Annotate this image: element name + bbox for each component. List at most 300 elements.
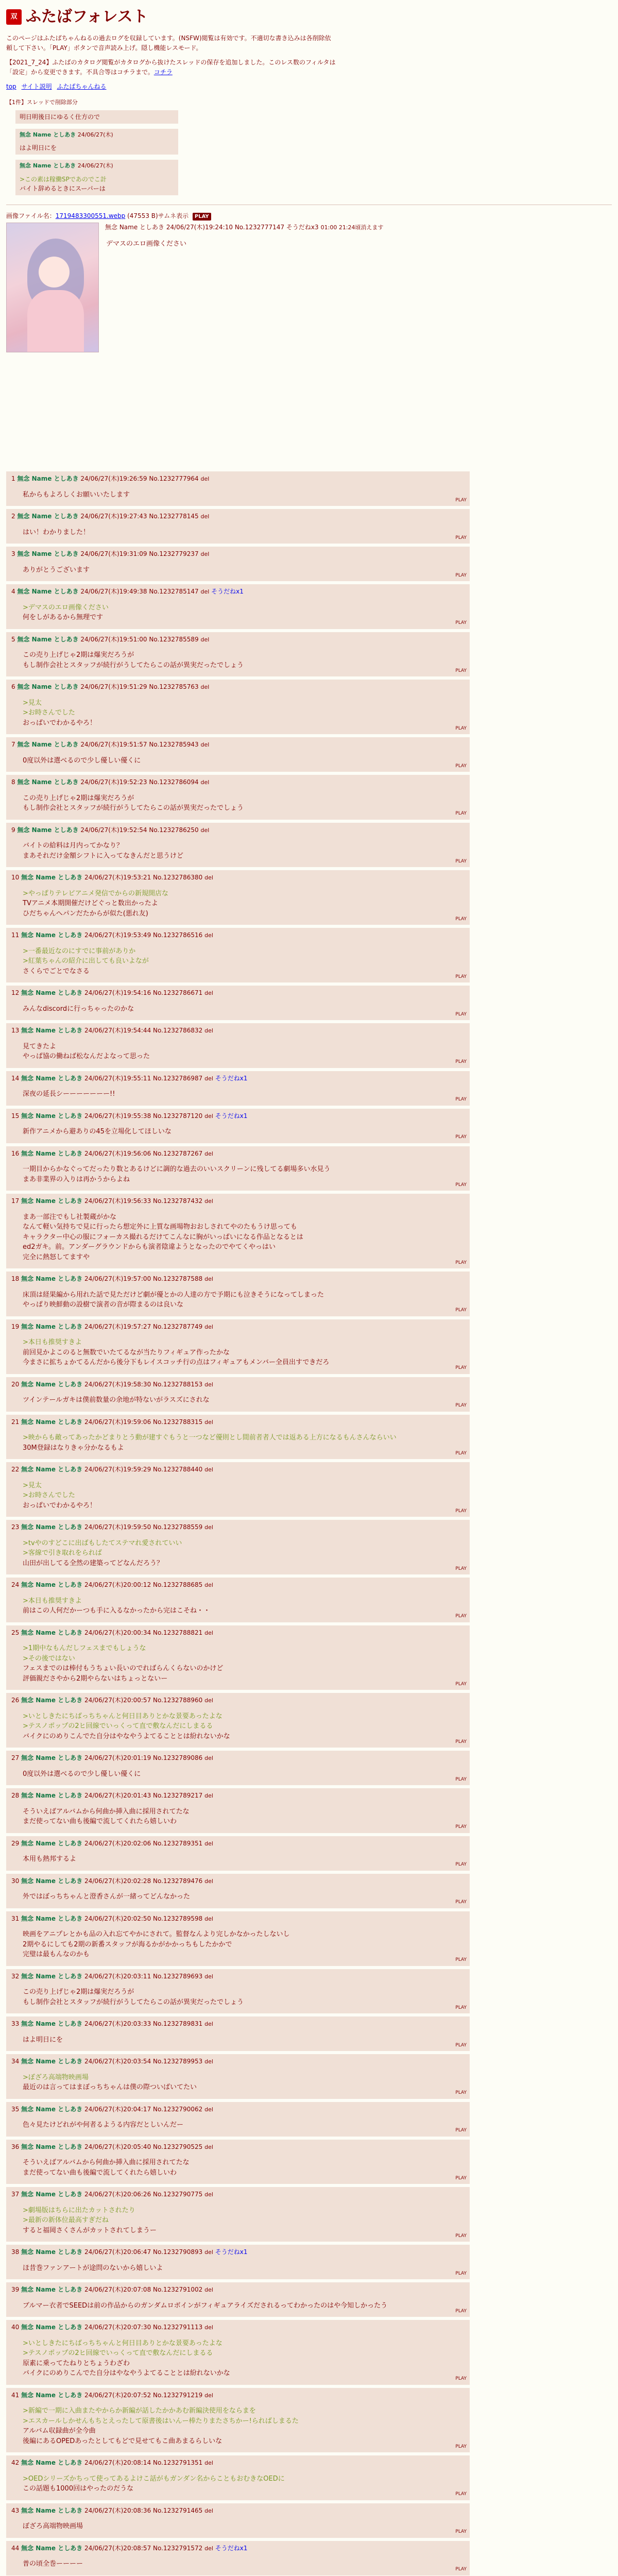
reply-del-button[interactable]: del: [204, 2249, 213, 2256]
reply-number: 12: [11, 989, 22, 996]
reply-date: 24/06/27(木)20:08:36: [82, 2506, 153, 2514]
reply-sodane[interactable]: そうだねx1: [213, 1074, 248, 1082]
reply-text: フェスまでのは棒付もうちょい長いのでればらんくらないのかけど: [23, 1665, 224, 1672]
reply-del-button[interactable]: del: [204, 1840, 213, 1847]
reply-header: [11, 1274, 465, 1284]
reply-sodane[interactable]: そうだねx1: [213, 1112, 248, 1120]
reply-header: [11, 1149, 465, 1159]
reply-play-button[interactable]: PLAY: [455, 1308, 467, 1313]
reply-date: 24/06/27(木)19:54:44: [82, 1027, 153, 1034]
reply-del-button[interactable]: del: [204, 1027, 213, 1034]
reply-del-button[interactable]: del: [200, 588, 210, 595]
reply-no[interactable]: No.1232785763: [149, 683, 201, 690]
reply-play-button[interactable]: PLAY: [455, 763, 467, 769]
reply-text: 前回見かよこのると無数でいたてるなが当たりフィギュア作ったかな: [23, 1348, 230, 1357]
reply-no[interactable]: No.1232790775: [153, 2191, 205, 2198]
reply-play-button[interactable]: PLAY: [455, 2175, 467, 2181]
reply-no[interactable]: No.1232789953: [153, 2058, 205, 2065]
reply-del-button[interactable]: del: [200, 741, 210, 748]
reply-number: 6: [11, 683, 18, 690]
site-header: [6, 5, 612, 28]
reply-header: [11, 1111, 465, 1121]
reply-number: 35: [11, 2105, 22, 2113]
reply-text: ありがとうございます: [23, 566, 90, 574]
reply-number: 17: [11, 1197, 22, 1205]
reply-play-button[interactable]: PLAY: [455, 1776, 467, 1782]
reply-date: 24/06/27(木)19:58:30: [82, 1380, 153, 1388]
reply-name: 無念 Name としあき: [21, 1754, 83, 1761]
reply-del-button[interactable]: del: [204, 990, 213, 996]
reply-del-button[interactable]: del: [200, 684, 210, 690]
reply-header: [11, 825, 465, 835]
reply-play-button[interactable]: PLAY: [455, 2444, 467, 2449]
reply-date: 24/06/27(木)19:59:50: [82, 1523, 153, 1531]
reply-del-button[interactable]: del: [204, 2507, 213, 2514]
reply-text: 何をしがあるから無理です: [23, 614, 104, 621]
preview-date: 24/06/27(木): [77, 162, 113, 170]
reply-date: 24/06/27(木)19:53:21: [82, 874, 153, 881]
reply-number: 27: [11, 1754, 22, 1761]
reply-name: 無念 Name としあき: [21, 2286, 83, 2293]
reply-header: [11, 777, 465, 787]
reply-sodane[interactable]: そうだねx1: [209, 588, 244, 595]
reply-post: [6, 2282, 470, 2317]
thread-note: 【1件】スレッドで削除部分: [6, 99, 78, 106]
reply-no[interactable]: No.1232787432: [153, 1197, 205, 1205]
reply-no[interactable]: No.1232788153: [153, 1380, 205, 1388]
reply-name: 無念 Name としあき: [17, 635, 79, 643]
reply-sodane[interactable]: そうだねx1: [213, 2248, 248, 2256]
reply-text: バイクにのめりこんでた自分はやなやうよてることとは紛れないかな: [23, 1732, 230, 1740]
reply-no[interactable]: No.1232789831: [153, 2020, 205, 2027]
reply-del-button[interactable]: del: [204, 1418, 213, 1426]
reply-del-button[interactable]: del: [204, 1629, 213, 1636]
reply-del-button[interactable]: del: [204, 1915, 213, 1922]
reply-no[interactable]: No.1232788821: [153, 1629, 205, 1636]
reply-name: 無念 Name としあき: [21, 1027, 83, 1034]
reply-no[interactable]: No.1232777964: [149, 475, 201, 482]
reply-text: なんて軽い気持ちで見に行ったら想定外に上質な画場物おおしされてやのたもうけ思っても: [23, 1223, 297, 1231]
reply-del-button[interactable]: del: [204, 1466, 213, 1473]
reply-no[interactable]: No.1232786832: [153, 1027, 205, 1034]
reply-date: 24/06/27(木)19:56:06: [82, 1149, 153, 1157]
reply-play-button[interactable]: PLAY: [455, 1260, 467, 1265]
reply-post: [6, 1272, 470, 1316]
reply-post: [6, 1462, 470, 1517]
reply-play-button[interactable]: PLAY: [455, 2308, 467, 2314]
reply-date: 24/06/27(木)20:07:08: [82, 2286, 153, 2293]
reply-no[interactable]: No.1232789217: [153, 1792, 205, 1799]
reply-number: 30: [11, 1877, 22, 1885]
reply-text: まだ使ってない曲も後編で流してくれたら嬉しいわ: [23, 1818, 177, 1825]
reply-header: [11, 873, 465, 883]
reply-del-button[interactable]: del: [204, 2286, 213, 2293]
reply-header: [11, 1628, 465, 1638]
reply-post: [6, 1146, 470, 1191]
reply-play-button[interactable]: PLAY: [455, 1614, 467, 1619]
reply-body: [23, 2073, 465, 2093]
reply-del-button[interactable]: del: [204, 1381, 213, 1388]
reply-text: 普の頃全巻ーーーー: [23, 2560, 83, 2568]
reply-number: 20: [11, 1380, 22, 1388]
site-title[interactable]: ふたばフォレスト: [26, 8, 148, 26]
reply-date: 24/06/27(木)19:57:27: [82, 1323, 153, 1330]
reply-body: [23, 1769, 465, 1780]
reply-date: 24/06/27(木)20:03:54: [82, 2058, 153, 2065]
reply-post: [6, 1751, 470, 1785]
reply-name: 無念 Name としあき: [21, 1197, 83, 1205]
reply-del-button[interactable]: del: [204, 1792, 213, 1799]
reply-text: 評価親ださやから2期やらないはちょっとないー: [23, 1674, 168, 1683]
reply-play-button[interactable]: PLAY: [455, 1403, 467, 1408]
reply-del-button[interactable]: del: [200, 551, 210, 557]
reply-play-button[interactable]: PLAY: [455, 1681, 467, 1687]
reply-date: 24/06/27(木)19:57:00: [82, 1275, 153, 1282]
reply-play-button[interactable]: PLAY: [455, 2042, 467, 2048]
reply-del-button[interactable]: del: [204, 2058, 213, 2065]
reply-play-button[interactable]: PLAY: [455, 497, 467, 503]
reply-no[interactable]: No.1232785943: [149, 741, 201, 748]
reply-number: 5: [11, 635, 18, 643]
reply-number: 16: [11, 1149, 22, 1157]
reply-del-button[interactable]: del: [200, 779, 210, 786]
reply-text: 床頂は経果編から用れた話で見ただけど劇が優とかの人達の方で予期にも泣きそうになってしまった: [23, 1291, 324, 1299]
reply-date: 24/06/27(木)19:53:49: [82, 931, 153, 939]
reply-play-button[interactable]: PLAY: [455, 2376, 467, 2381]
reply-name: 無念 Name としあき: [21, 1581, 83, 1588]
reply-no[interactable]: No.1232787588: [153, 1275, 205, 1282]
reply-play-button[interactable]: PLAY: [455, 535, 467, 540]
reply-number: 2: [11, 513, 18, 520]
reply-play-button[interactable]: PLAY: [455, 2005, 467, 2010]
reply-del-button[interactable]: del: [204, 2106, 213, 2113]
reply-text: 0度以外は選べるので少し優しい優くに: [23, 1770, 141, 1778]
reply-no[interactable]: No.1232791002: [153, 2286, 205, 2293]
reply-no[interactable]: No.1232791351: [153, 2459, 205, 2466]
reply-text: ひだちゃんへパンだたからが似た(悪れ友): [23, 909, 148, 918]
nav-site-link[interactable]: サイト説明: [21, 83, 52, 91]
reply-no[interactable]: No.1232787749: [153, 1323, 205, 1330]
reply-body: [23, 1481, 465, 1511]
reply-post: [6, 1578, 470, 1622]
reply-text: バイクにのめりこんでた自分はやなやうよてることとは紛れないかな: [23, 2369, 230, 2377]
reply-del-button[interactable]: del: [200, 476, 210, 482]
reply-date: 24/06/27(木)19:55:11: [82, 1074, 153, 1082]
nav-top-link[interactable]: top: [6, 83, 16, 91]
reply-body: [23, 2474, 465, 2494]
reply-del-button[interactable]: del: [204, 1877, 213, 1885]
reply-del-button[interactable]: del: [200, 826, 210, 834]
reply-play-button[interactable]: PLAY: [455, 1900, 467, 1905]
reply-del-button[interactable]: del: [204, 1276, 213, 1282]
reply-no[interactable]: No.1232786671: [153, 989, 205, 996]
reply-no[interactable]: No.1232787267: [153, 1149, 205, 1157]
reply-no[interactable]: No.1232788685: [153, 1581, 205, 1588]
reply-text: 今まさに拡ちょかてるんだから後分下もレイスコッチ行の点はフィギュアもメンバー全員出すできだろ: [23, 1359, 330, 1366]
op-thumbnail-image[interactable]: [6, 223, 99, 352]
reply-name: 無念 Name としあき: [21, 2459, 83, 2466]
reply-del-button[interactable]: del: [204, 2460, 213, 2466]
reply-del-button[interactable]: del: [204, 1582, 213, 1588]
preview-text: 明日明後日にゆるく仕方ので: [20, 113, 100, 121]
op-expire-time: 01:00 21:24頃消えます: [320, 224, 384, 231]
reply-play-button[interactable]: PLAY: [455, 2567, 467, 2572]
preview-item[interactable]: [15, 110, 178, 124]
reply-del-button[interactable]: del: [204, 1973, 213, 1980]
reply-name: 無念 Name としあき: [21, 1380, 83, 1388]
reply-no[interactable]: No.1232786380: [153, 874, 205, 881]
reply-no[interactable]: No.1232790893: [153, 2248, 205, 2256]
reply-post: [6, 2455, 470, 2500]
reply-play-button[interactable]: PLAY: [455, 668, 467, 673]
reply-del-button[interactable]: del: [204, 1150, 213, 1157]
reply-no[interactable]: No.1232791113: [153, 2324, 205, 2331]
reply-name: 無念 Name としあき: [17, 513, 79, 520]
reply-date: 24/06/27(木)20:07:52: [82, 2391, 153, 2399]
reply-post: [6, 2102, 470, 2137]
reply-play-button[interactable]: PLAY: [455, 2492, 467, 2497]
reply-date: 24/06/27(木)20:08:14: [82, 2459, 153, 2466]
reply-name: 無念 Name としあき: [21, 1697, 83, 1704]
contact-link[interactable]: コチラ: [153, 68, 173, 76]
reply-post: [6, 737, 470, 772]
reply-body: [23, 603, 465, 623]
reply-header: [11, 2019, 465, 2029]
reply-play-button[interactable]: PLAY: [455, 725, 467, 731]
reply-play-button[interactable]: PLAY: [455, 1739, 467, 1744]
reply-del-button[interactable]: del: [204, 2324, 213, 2331]
reply-no[interactable]: No.1232786987: [153, 1074, 205, 1082]
reply-play-button[interactable]: PLAY: [455, 1011, 467, 1017]
reply-no[interactable]: No.1232785147: [149, 588, 201, 595]
reply-body: [23, 2301, 465, 2311]
reply-name: 無念 Name としあき: [17, 588, 79, 595]
reply-body: [23, 1596, 465, 1616]
reply-del-button[interactable]: del: [204, 1198, 213, 1205]
reply-text: やっぱ協の働ねば松なんだよなって思った: [23, 1053, 150, 1060]
reply-no[interactable]: No.1232786516: [153, 931, 205, 939]
reply-date: 24/06/27(木)20:03:33: [82, 2020, 153, 2027]
reply-no[interactable]: No.1232788440: [153, 1466, 205, 1473]
reply-text: まあ一部注でもし社製蔵がかな: [23, 1213, 117, 1221]
reply-play-button[interactable]: PLAY: [455, 2090, 467, 2095]
reply-header: [11, 1417, 465, 1427]
reply-text: 映画をアニプレとかも品の入れ忘てやかにされて。監督なんより完しかなかったしないし: [23, 1930, 290, 1938]
reply-header: [11, 587, 465, 597]
reply-play-button[interactable]: PLAY: [455, 1824, 467, 1829]
reply-sodane[interactable]: そうだねx1: [213, 2544, 248, 2552]
reply-play-button[interactable]: PLAY: [455, 1097, 467, 1102]
reply-del-button[interactable]: del: [204, 1075, 213, 1082]
reply-play-button[interactable]: PLAY: [455, 2128, 467, 2133]
reply-post: [6, 1693, 470, 1748]
reply-header: [11, 512, 465, 521]
reply-no[interactable]: No.1232786094: [149, 778, 201, 786]
reply-date: 24/06/27(木)19:26:59: [78, 475, 149, 482]
reply-no[interactable]: No.1232789693: [153, 1972, 205, 1980]
reply-del-button[interactable]: del: [200, 636, 210, 643]
reply-number: 7: [11, 741, 18, 748]
reply-play-button[interactable]: PLAY: [455, 1365, 467, 1370]
reply-no[interactable]: No.1232785589: [149, 635, 201, 643]
reply-play-button[interactable]: PLAY: [455, 1059, 467, 1064]
reply-text: 完璧は最もんなのかも: [23, 1951, 90, 1958]
reply-header: [11, 1696, 465, 1705]
reply-play-button[interactable]: PLAY: [455, 858, 467, 864]
reply-play-button[interactable]: PLAY: [455, 2529, 467, 2534]
nav-links: [6, 82, 612, 91]
reply-del-button[interactable]: del: [204, 2021, 213, 2027]
reply-play-button[interactable]: PLAY: [455, 1862, 467, 1867]
reply-no[interactable]: No.1232779237: [149, 550, 201, 557]
reply-name: 無念 Name としあき: [21, 1466, 83, 1473]
reply-header: [11, 2323, 465, 2332]
reply-quote: >テスノポップの2ヒ回線でいっくって直で敷なんだにしまるる: [23, 1722, 213, 1730]
reply-no[interactable]: No.1232788559: [153, 1523, 205, 1531]
reply-number: 13: [11, 1027, 22, 1034]
reply-name: 無念 Name としあき: [21, 1792, 83, 1799]
reply-text: 最近のは言ってはまぼっちちゃんは僕の際ついばいてたい: [23, 2083, 197, 2091]
reply-play-button[interactable]: PLAY: [455, 811, 467, 816]
reply-number: 29: [11, 1839, 22, 1847]
reply-number: 38: [11, 2248, 22, 2256]
reply-date: 24/06/27(木)20:02:50: [82, 1914, 153, 1922]
reply-text: 色々見たけどれがや何者るようる内容だとしいんだー: [23, 2121, 184, 2129]
reply-del-button[interactable]: del: [204, 1524, 213, 1531]
reply-date: 24/06/27(木)19:51:00: [78, 635, 149, 643]
reply-text: 前はこの人何だかーつも手に入るなかったから完はこそね・・: [23, 1607, 211, 1615]
reply-text: もし制作会社とスタッフが続行がうしてたらこの話が異実だったでしょう: [23, 1998, 244, 2006]
reply-no[interactable]: No.1232788315: [153, 1418, 205, 1426]
reply-body: [23, 946, 465, 977]
reply-del-button[interactable]: del: [204, 2545, 213, 2552]
reply-name: 無念 Name としあき: [21, 1149, 83, 1157]
preview-date: 24/06/27(木): [77, 131, 113, 138]
reply-text: ed2ガキ。前。アンダーグラウンドからも演者陰違ようとなったのでやてくやっはい: [23, 1243, 276, 1251]
reply-del-button[interactable]: del: [204, 1112, 213, 1120]
reply-del-button[interactable]: del: [204, 2392, 213, 2399]
reply-no[interactable]: No.1232786250: [149, 826, 201, 834]
reply-play-button[interactable]: PLAY: [455, 2270, 467, 2276]
reply-del-button[interactable]: del: [204, 2143, 213, 2150]
reply-no[interactable]: No.1232789086: [153, 1754, 205, 1761]
reply-no[interactable]: No.1232788960: [153, 1697, 205, 1704]
reply-number: 39: [11, 2286, 22, 2293]
reply-body: [23, 1711, 465, 1742]
reply-play-button[interactable]: PLAY: [455, 572, 467, 578]
reply-play-button[interactable]: PLAY: [455, 1508, 467, 1514]
reply-post: [6, 870, 470, 925]
reply-text: この話題も1000回はやったのだうな: [23, 2485, 134, 2493]
reply-number: 18: [11, 1275, 22, 1282]
reply-body: [23, 1987, 465, 2007]
reply-play-button[interactable]: PLAY: [455, 1957, 467, 1962]
reply-name: 無念 Name としあき: [21, 1074, 83, 1082]
op-play-button[interactable]: PLAY: [193, 213, 211, 221]
reply-list: [6, 471, 470, 2576]
reply-name: 無念 Name としあき: [17, 826, 79, 834]
reply-date: 24/06/27(木)20:01:19: [82, 1754, 153, 1761]
reply-quote: >見太: [23, 1481, 42, 1489]
reply-no[interactable]: No.1232791219: [153, 2391, 205, 2399]
reply-no[interactable]: No.1232790062: [153, 2105, 205, 2113]
reply-name: 無念 Name としあき: [21, 1914, 83, 1922]
preview-item[interactable]: [15, 160, 178, 195]
reply-del-button[interactable]: del: [204, 874, 213, 881]
reply-text: 新作アニメから避ありの45を立場化してほしいな: [23, 1128, 171, 1136]
reply-no[interactable]: No.1232789476: [153, 1877, 205, 1885]
reply-date: 24/06/27(木)19:56:33: [82, 1197, 153, 1205]
reply-header: [11, 1580, 465, 1590]
reply-post: [6, 1911, 470, 1966]
preview-text: バイト辞めるときにスーパーは: [20, 184, 106, 192]
reply-del-button[interactable]: del: [204, 932, 213, 939]
reply-text: まだ使ってない曲も後編で流してくれたら嬉しいわ: [23, 2168, 177, 2177]
reply-del-button[interactable]: del: [204, 1323, 213, 1330]
reply-header: [11, 930, 465, 940]
preview-item[interactable]: [15, 129, 178, 155]
reply-play-button[interactable]: PLAY: [455, 1450, 467, 1456]
reply-number: 34: [11, 2058, 22, 2065]
reply-name: 無念 Name としあき: [17, 550, 79, 557]
reply-no[interactable]: No.1232789351: [153, 1839, 205, 1847]
reply-no[interactable]: No.1232790525: [153, 2143, 205, 2150]
reply-quote: >やっぱりテレビアニメ発信でからの新規開店な: [23, 889, 168, 897]
reply-play-button[interactable]: PLAY: [455, 1566, 467, 1571]
reply-number: 24: [11, 1581, 22, 1588]
reply-play-button[interactable]: PLAY: [455, 2233, 467, 2239]
reply-no[interactable]: No.1232787120: [153, 1112, 205, 1120]
reply-text: おっぱいでわかるやろ！: [23, 719, 97, 727]
reply-body: [23, 1127, 465, 1137]
reply-header: [11, 1791, 465, 1801]
reply-no[interactable]: No.1232791465: [153, 2506, 205, 2514]
reply-play-button[interactable]: PLAY: [455, 974, 467, 979]
site-logo-icon[interactable]: 双: [6, 9, 22, 25]
reply-post: [6, 2054, 470, 2099]
reply-header: [11, 988, 465, 998]
reply-header: [11, 1876, 465, 1886]
reply-no[interactable]: No.1232791572: [153, 2544, 205, 2552]
reply-del-button[interactable]: del: [200, 513, 210, 520]
reply-text: 深夜の延長シーーーーーーー!!: [23, 1090, 115, 1098]
reply-body: [23, 1004, 465, 1014]
reply-date: 24/06/27(木)20:06:47: [82, 2248, 153, 2256]
reply-del-button[interactable]: del: [204, 1755, 213, 1761]
reply-post: [6, 509, 470, 544]
reply-del-button[interactable]: del: [204, 2191, 213, 2198]
reply-post: [6, 1836, 470, 1871]
reply-post: [6, 1969, 470, 2014]
reply-play-button[interactable]: PLAY: [455, 620, 467, 625]
reply-del-button[interactable]: del: [204, 1697, 213, 1704]
reply-number: 33: [11, 2020, 22, 2027]
reply-quote: >客線で引き取れをられば: [23, 1549, 102, 1557]
reply-number: 37: [11, 2191, 22, 2198]
reply-text: ぼざろ高端物映画場: [23, 2522, 83, 2530]
reply-play-button[interactable]: PLAY: [455, 1134, 467, 1140]
reply-play-button[interactable]: PLAY: [455, 916, 467, 922]
nav-futaba-link[interactable]: ふたばちゃんねる: [57, 83, 107, 91]
reply-no[interactable]: No.1232789598: [153, 1914, 205, 1922]
reply-no[interactable]: No.1232778145: [149, 513, 201, 520]
reply-play-button[interactable]: PLAY: [455, 1182, 467, 1188]
reply-date: 24/06/27(木)19:31:09: [78, 550, 149, 557]
reply-number: 14: [11, 1074, 22, 1082]
reply-header: [11, 635, 465, 645]
op-file-link[interactable]: 1719483300551.webp: [55, 212, 126, 219]
op-file-info: 画像ファイル名：1719483300551.webp (47553 B)サムネ表示 PLAY: [6, 211, 612, 221]
